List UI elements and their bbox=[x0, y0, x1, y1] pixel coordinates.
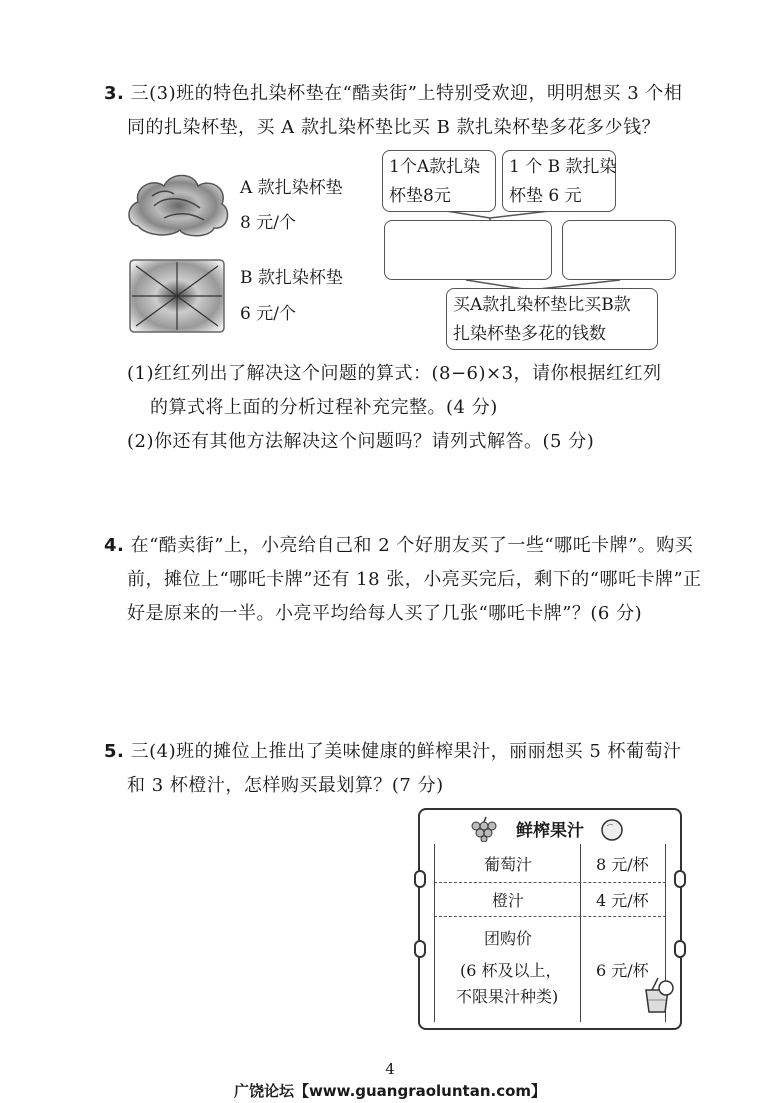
q5-line2: 和 3 杯橙汁，怎样购买最划算？(7 分) bbox=[127, 775, 444, 796]
orange-juice-price: 4 元/杯 bbox=[596, 891, 649, 910]
q3-sub2: (2)你还有其他方法解决这个问题吗？请列式解答。(5 分) bbox=[127, 431, 595, 452]
orange-juice-name: 橙汁 bbox=[492, 891, 525, 910]
diagram-blank-box-2[interactable] bbox=[562, 220, 676, 280]
item-b-name: B 款扎染杯垫 bbox=[240, 268, 343, 288]
diagram-box-b: 1 个 B 款扎染 杯垫 6 元 bbox=[502, 150, 616, 212]
q3-number: 3. bbox=[104, 83, 125, 104]
q3-sub1-line1: (1)红红列出了解决这个问题的算式：(8−6)×3，请你根据红红列 bbox=[127, 363, 662, 384]
q5-line1: 5. 三(4)班的摊位上推出了美味健康的鲜榨果汁，丽丽想买 5 杯葡萄汁 bbox=[104, 741, 682, 762]
grape-juice-price: 8 元/杯 bbox=[596, 855, 649, 874]
juice-price-card bbox=[418, 808, 682, 1030]
q4-number: 4. bbox=[104, 535, 125, 556]
q4-line3: 好是原来的一半。小亮平均给每人买了几张“哪吒卡牌”？(6 分) bbox=[127, 603, 643, 624]
coaster-b-image bbox=[128, 258, 226, 334]
diagram-result-box: 买A款扎染杯垫比买B款 扎染杯垫多花的钱数 bbox=[446, 288, 658, 350]
group-price-note-1: (6 杯及以上， bbox=[460, 961, 562, 980]
group-price-value: 6 元/杯 bbox=[596, 961, 649, 980]
juice-cup-icon bbox=[638, 976, 678, 1016]
card-title: 鲜榨果汁 bbox=[516, 821, 584, 841]
diagram-blank-box-1[interactable] bbox=[384, 220, 552, 280]
q3-line2: 同的扎染杯垫，买 A 款扎染杯垫比买 B 款扎染杯垫多花多少钱？ bbox=[127, 117, 661, 138]
grape-juice-name: 葡萄汁 bbox=[484, 855, 533, 874]
item-a-price: 8 元/个 bbox=[240, 213, 296, 233]
q4-line2: 前，摊位上“哪吒卡牌”还有 18 张，小亮买完后，剩下的“哪吒卡牌”正 bbox=[127, 569, 702, 590]
coaster-a-image bbox=[124, 166, 232, 240]
q3-sub1-line2: 的算式将上面的分析过程补充完整。(4 分) bbox=[150, 397, 498, 418]
page-number: 4 bbox=[385, 1060, 395, 1078]
site-footer: 广饶论坛【www.guangraoluntan.com】 bbox=[233, 1082, 547, 1100]
orange-icon bbox=[598, 816, 626, 842]
q4-line1: 4. 在“酷卖街”上，小亮给自己和 2 个好朋友买了一些“哪吒卡牌”。购买 bbox=[104, 535, 694, 556]
group-price-label: 团购价 bbox=[484, 929, 533, 948]
diagram-box-a: 1个A款扎染 杯垫8元 bbox=[382, 150, 496, 212]
q3-line1: 3. 三(3)班的特色扎染杯垫在“酷卖街”上特别受欢迎，明明想买 3 个相 bbox=[104, 83, 683, 104]
group-price-note-2: 不限果汁种类) bbox=[456, 987, 559, 1006]
item-b-price: 6 元/个 bbox=[240, 304, 296, 324]
q5-number: 5. bbox=[104, 741, 125, 762]
item-a-name: A 款扎染杯垫 bbox=[240, 178, 343, 198]
